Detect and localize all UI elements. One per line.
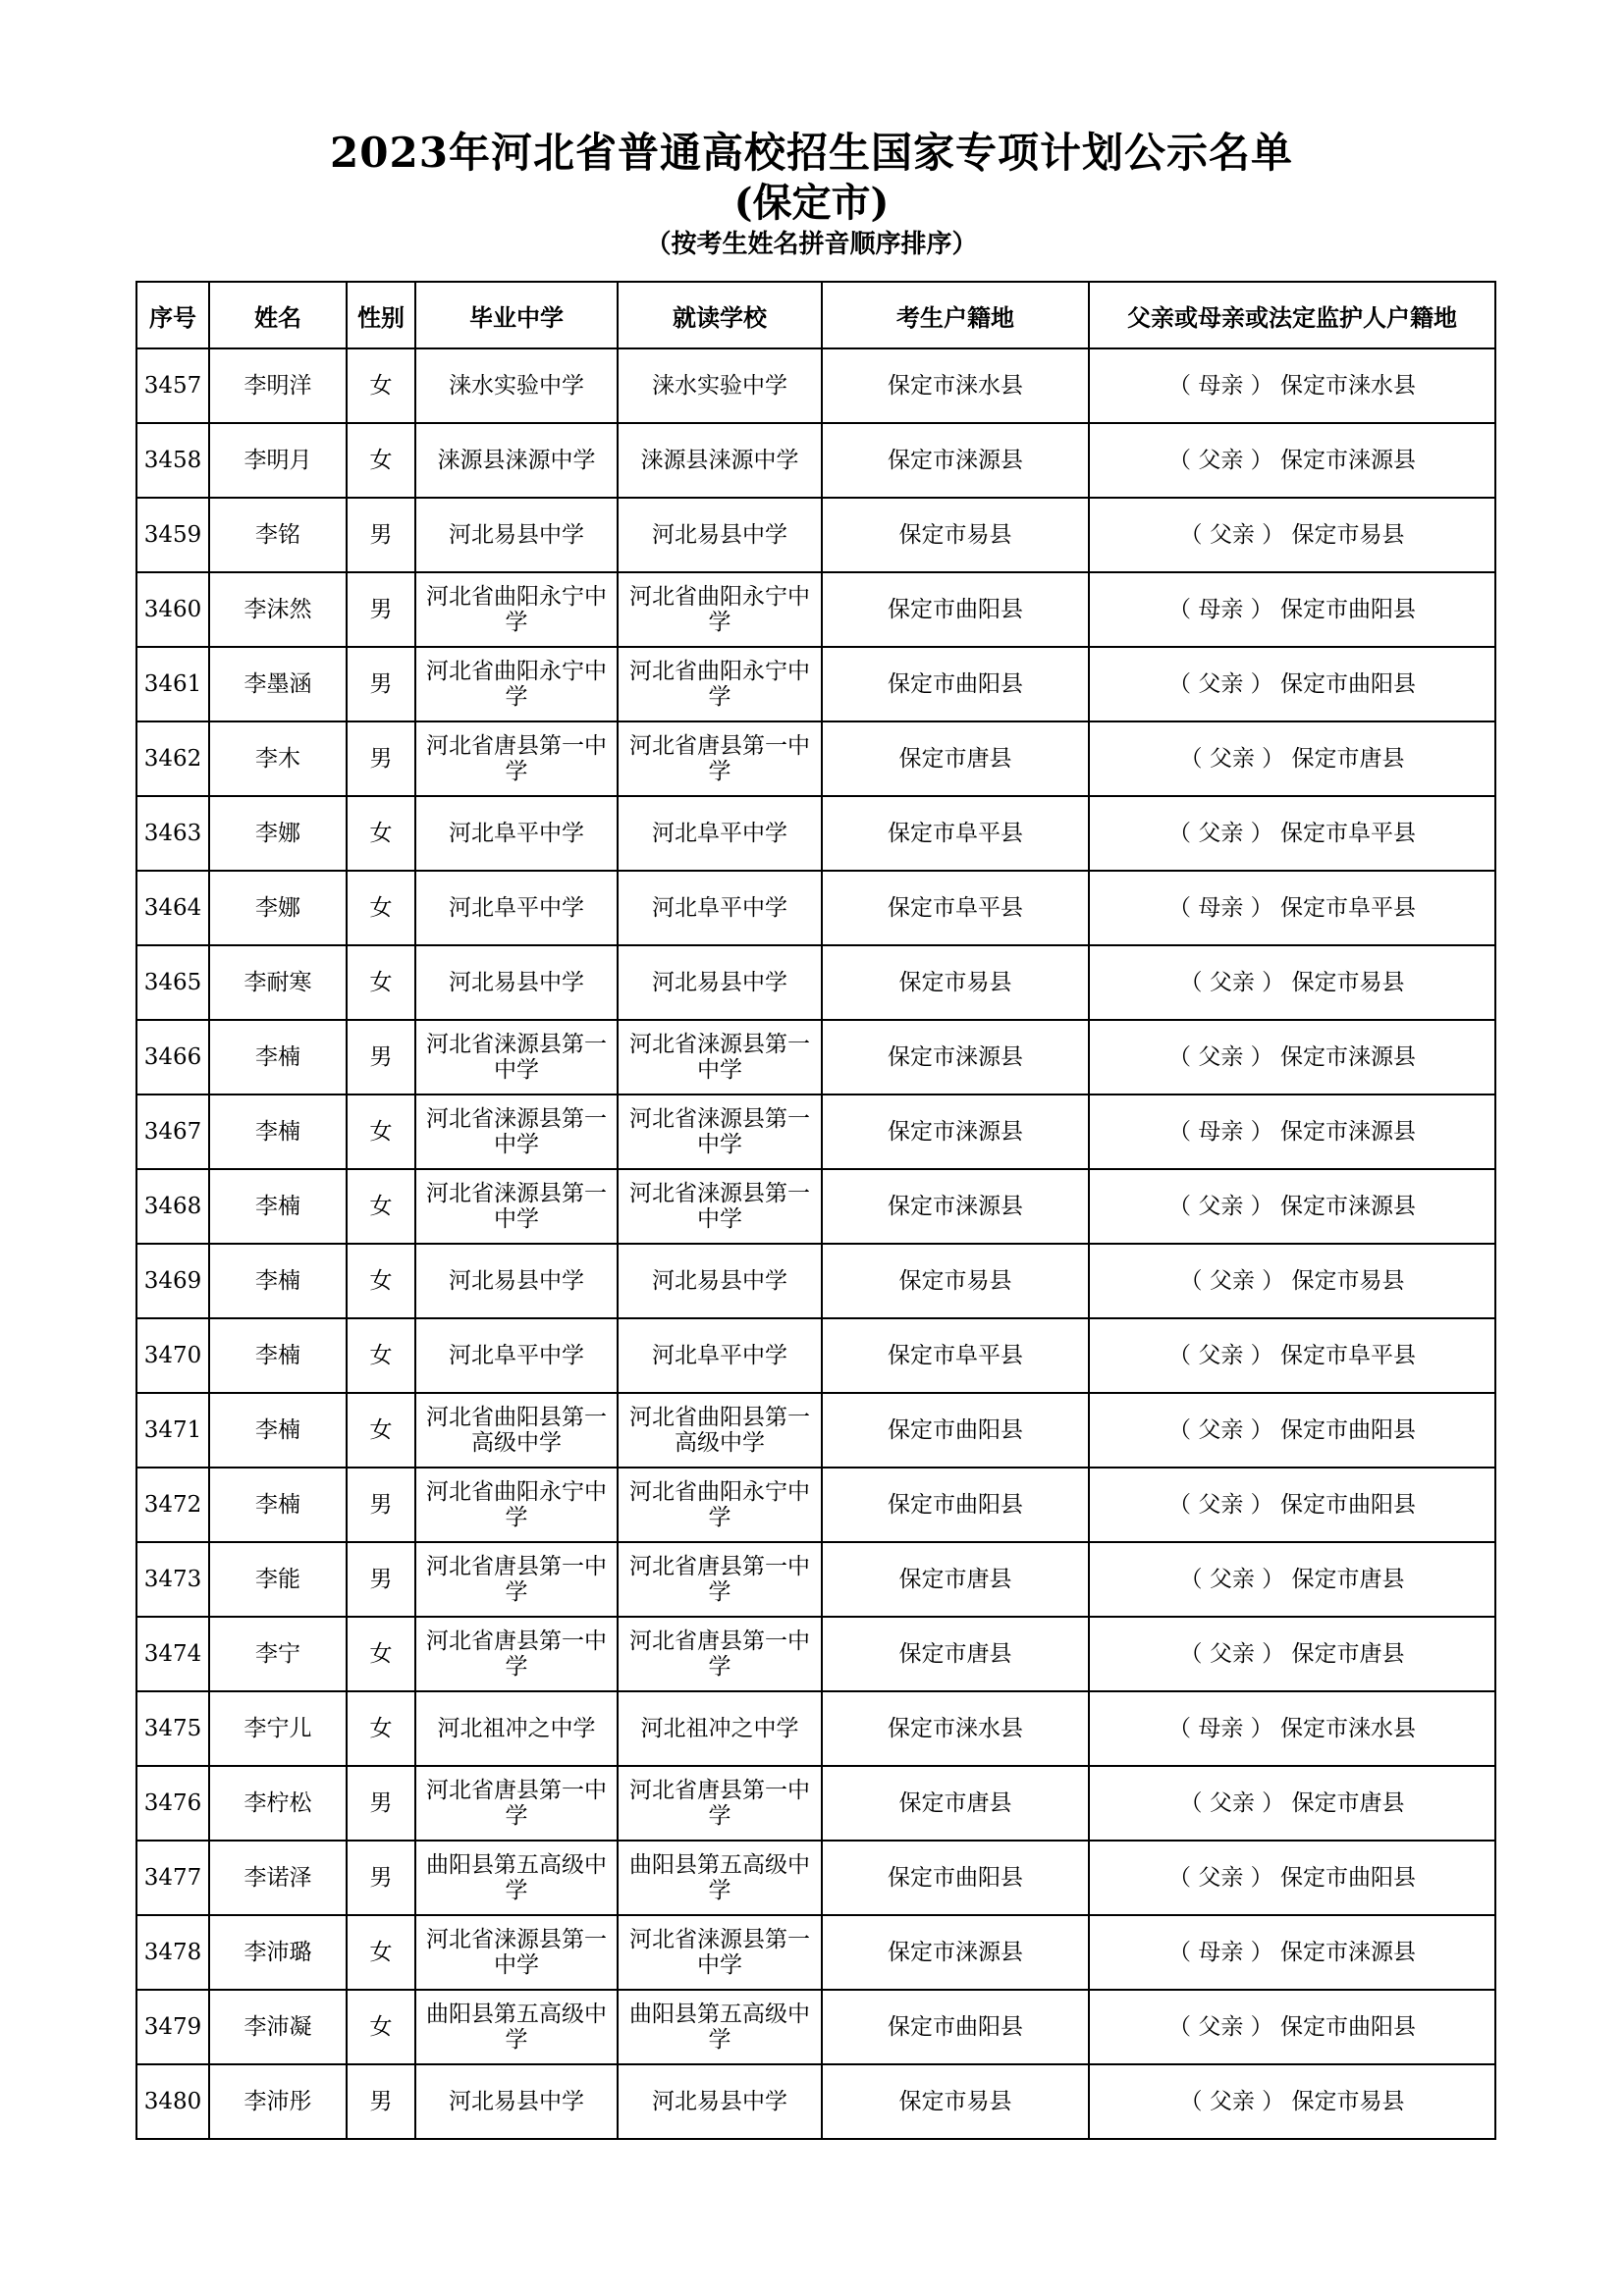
guardian-relation-paren: （ 父亲 ） xyxy=(1179,1790,1285,1816)
cell-no: 3476 xyxy=(136,1766,209,1841)
cell-no: 3479 xyxy=(136,1990,209,2064)
guardian-relation: 父亲 xyxy=(1198,1492,1244,1518)
guardian-relation: 父亲 xyxy=(1209,970,1255,995)
cell-no: 3458 xyxy=(136,423,209,498)
guardian-relation-paren: （ 母亲 ） xyxy=(1168,1940,1273,1965)
cell-name: 李耐寒 xyxy=(209,945,347,1020)
guardian-residence: 保定市易县 xyxy=(1291,970,1405,995)
cell-grad-school: 河北省曲阳永宁中学 xyxy=(415,572,618,647)
cell-grad-school: 河北省曲阳县第一高级中学 xyxy=(415,1393,618,1468)
cell-gender: 女 xyxy=(347,871,415,945)
cell-no: 3468 xyxy=(136,1169,209,1244)
table-row xyxy=(136,1617,1495,1691)
cell-current-school: 河北易县中学 xyxy=(618,498,822,572)
cell-gender: 女 xyxy=(347,1318,415,1393)
table-row xyxy=(136,796,1495,871)
table-row xyxy=(136,1766,1495,1841)
cell-current-school: 河北省涞源县第一中学 xyxy=(618,1169,822,1244)
cell-gender: 女 xyxy=(347,348,415,423)
cell-residence: 保定市唐县 xyxy=(822,721,1089,796)
cell-residence: 保定市曲阳县 xyxy=(822,1468,1089,1542)
guardian-relation: 父亲 xyxy=(1198,1865,1244,1891)
cell-grad-school: 河北阜平中学 xyxy=(415,871,618,945)
cell-name: 李沫然 xyxy=(209,572,347,647)
cell-guardian-residence xyxy=(1089,423,1495,498)
guardian-relation-paren: （ 父亲 ） xyxy=(1168,1492,1273,1518)
cell-guardian-residence xyxy=(1089,647,1495,721)
guardian-residence: 保定市曲阳县 xyxy=(1279,1417,1416,1443)
cell-guardian-residence xyxy=(1089,1393,1495,1468)
guardian-relation: 父亲 xyxy=(1198,671,1244,697)
cell-gender: 女 xyxy=(347,1393,415,1468)
cell-gender: 女 xyxy=(347,1244,415,1318)
guardian-residence: 保定市唐县 xyxy=(1291,746,1405,772)
cell-name: 李能 xyxy=(209,1542,347,1617)
table-row xyxy=(136,348,1495,423)
cell-gender: 女 xyxy=(347,1915,415,1990)
guardian-relation: 父亲 xyxy=(1209,1790,1255,1816)
cell-current-school: 河北易县中学 xyxy=(618,1244,822,1318)
guardian-relation-paren: （ 父亲 ） xyxy=(1168,1044,1273,1070)
cell-name: 李沛璐 xyxy=(209,1915,347,1990)
cell-guardian-residence xyxy=(1089,1318,1495,1393)
cell-gender: 女 xyxy=(347,1169,415,1244)
cell-grad-school: 河北省唐县第一中学 xyxy=(415,1617,618,1691)
guardian-relation: 母亲 xyxy=(1198,373,1244,399)
cell-grad-school: 河北省涞源县第一中学 xyxy=(415,1020,618,1095)
cell-name: 李楠 xyxy=(209,1318,347,1393)
cell-grad-school: 河北易县中学 xyxy=(415,945,618,1020)
cell-gender: 男 xyxy=(347,1841,415,1915)
cell-residence: 保定市曲阳县 xyxy=(822,1841,1089,1915)
header-grad-school: 毕业中学 xyxy=(415,282,618,348)
guardian-residence: 保定市曲阳县 xyxy=(1279,671,1416,697)
guardian-relation-paren: （ 父亲 ） xyxy=(1168,1865,1273,1891)
cell-current-school: 河北省唐县第一中学 xyxy=(618,1617,822,1691)
cell-current-school: 河北省曲阳永宁中学 xyxy=(618,647,822,721)
guardian-relation-paren: （ 母亲 ） xyxy=(1168,1119,1273,1145)
table-row xyxy=(136,1318,1495,1393)
cell-guardian-residence xyxy=(1089,348,1495,423)
table-row xyxy=(136,1691,1495,1766)
cell-residence: 保定市曲阳县 xyxy=(822,647,1089,721)
table-row xyxy=(136,945,1495,1020)
guardian-relation: 父亲 xyxy=(1209,1268,1255,1294)
cell-name: 李娜 xyxy=(209,796,347,871)
header-gender: 性别 xyxy=(347,282,415,348)
cell-name: 李娜 xyxy=(209,871,347,945)
cell-guardian-residence xyxy=(1089,1915,1495,1990)
cell-no: 3474 xyxy=(136,1617,209,1691)
cell-guardian-residence xyxy=(1089,1691,1495,1766)
guardian-relation-paren: （ 父亲 ） xyxy=(1168,671,1273,697)
guardian-relation-paren: （ 父亲 ） xyxy=(1168,1194,1273,1219)
cell-current-school: 涞源县涞源中学 xyxy=(618,423,822,498)
guardian-residence: 保定市曲阳县 xyxy=(1279,1865,1416,1891)
cell-name: 李楠 xyxy=(209,1468,347,1542)
cell-residence: 保定市唐县 xyxy=(822,1542,1089,1617)
cell-residence: 保定市涞源县 xyxy=(822,1169,1089,1244)
cell-current-school: 河北阜平中学 xyxy=(618,871,822,945)
cell-guardian-residence xyxy=(1089,945,1495,1020)
guardian-relation: 父亲 xyxy=(1209,746,1255,772)
cell-grad-school: 河北易县中学 xyxy=(415,498,618,572)
cell-gender: 男 xyxy=(347,1468,415,1542)
guardian-relation: 母亲 xyxy=(1198,1940,1244,1965)
cell-name: 李墨涵 xyxy=(209,647,347,721)
guardian-residence: 保定市涞水县 xyxy=(1279,1716,1416,1741)
cell-name: 李楠 xyxy=(209,1169,347,1244)
cell-name: 李楠 xyxy=(209,1095,347,1169)
guardian-relation-paren: （ 母亲 ） xyxy=(1168,895,1273,921)
cell-no: 3471 xyxy=(136,1393,209,1468)
cell-grad-school: 河北省唐县第一中学 xyxy=(415,1542,618,1617)
table-header-row xyxy=(136,282,1495,348)
guardian-relation-paren: （ 父亲 ） xyxy=(1179,1268,1285,1294)
cell-gender: 女 xyxy=(347,1691,415,1766)
guardian-relation-paren: （ 父亲 ） xyxy=(1168,1417,1273,1443)
cell-current-school: 河北祖冲之中学 xyxy=(618,1691,822,1766)
guardian-residence: 保定市唐县 xyxy=(1291,1790,1405,1816)
cell-name: 李宁 xyxy=(209,1617,347,1691)
guardian-residence: 保定市唐县 xyxy=(1291,1641,1405,1667)
cell-gender: 男 xyxy=(347,721,415,796)
header-no: 序号 xyxy=(136,282,209,348)
cell-residence: 保定市易县 xyxy=(822,2064,1089,2139)
table-row xyxy=(136,721,1495,796)
cell-name: 李柠松 xyxy=(209,1766,347,1841)
cell-current-school: 河北省唐县第一中学 xyxy=(618,1542,822,1617)
cell-guardian-residence xyxy=(1089,1542,1495,1617)
cell-guardian-residence xyxy=(1089,796,1495,871)
guardian-residence: 保定市涞源县 xyxy=(1279,1940,1416,1965)
guardian-relation-paren: （ 父亲 ） xyxy=(1179,522,1285,548)
guardian-relation: 父亲 xyxy=(1209,1567,1255,1592)
cell-residence: 保定市涞水县 xyxy=(822,1691,1089,1766)
guardian-relation-paren: （ 父亲 ） xyxy=(1179,1567,1285,1592)
table-row xyxy=(136,1841,1495,1915)
cell-guardian-residence xyxy=(1089,1617,1495,1691)
cell-guardian-residence xyxy=(1089,1766,1495,1841)
guardian-relation: 父亲 xyxy=(1198,1194,1244,1219)
cell-no: 3478 xyxy=(136,1915,209,1990)
cell-grad-school: 河北省涞源县第一中学 xyxy=(415,1915,618,1990)
cell-guardian-residence xyxy=(1089,2064,1495,2139)
cell-current-school: 河北省唐县第一中学 xyxy=(618,1766,822,1841)
guardian-relation-paren: （ 父亲 ） xyxy=(1179,2089,1285,2114)
guardian-residence: 保定市阜平县 xyxy=(1279,895,1416,921)
guardian-relation: 父亲 xyxy=(1198,821,1244,846)
cell-residence: 保定市涞水县 xyxy=(822,348,1089,423)
cell-no: 3464 xyxy=(136,871,209,945)
guardian-relation: 母亲 xyxy=(1198,895,1244,921)
cell-gender: 男 xyxy=(347,1542,415,1617)
cell-gender: 男 xyxy=(347,2064,415,2139)
cell-name: 李明洋 xyxy=(209,348,347,423)
guardian-relation-paren: （ 父亲 ） xyxy=(1179,746,1285,772)
guardian-residence: 保定市涞源县 xyxy=(1279,1119,1416,1145)
cell-guardian-residence xyxy=(1089,1020,1495,1095)
table-row xyxy=(136,1244,1495,1318)
cell-no: 3469 xyxy=(136,1244,209,1318)
guardian-relation: 父亲 xyxy=(1198,448,1244,473)
guardian-relation: 父亲 xyxy=(1209,522,1255,548)
table-row xyxy=(136,572,1495,647)
sort-note: （按考生姓名拼音顺序排序） xyxy=(645,230,978,259)
cell-no: 3480 xyxy=(136,2064,209,2139)
cell-residence: 保定市阜平县 xyxy=(822,1318,1089,1393)
guardian-residence: 保定市曲阳县 xyxy=(1279,2014,1416,2040)
cell-grad-school: 河北阜平中学 xyxy=(415,1318,618,1393)
cell-current-school: 河北省唐县第一中学 xyxy=(618,721,822,796)
cell-name: 李楠 xyxy=(209,1393,347,1468)
guardian-relation-paren: （ 父亲 ） xyxy=(1168,821,1273,846)
cell-current-school: 涞水实验中学 xyxy=(618,348,822,423)
cell-no: 3461 xyxy=(136,647,209,721)
guardian-residence: 保定市曲阳县 xyxy=(1279,597,1416,622)
table-row xyxy=(136,1095,1495,1169)
cell-no: 3460 xyxy=(136,572,209,647)
cell-residence: 保定市易县 xyxy=(822,498,1089,572)
cell-gender: 女 xyxy=(347,1990,415,2064)
cell-name: 李木 xyxy=(209,721,347,796)
cell-name: 李诺泽 xyxy=(209,1841,347,1915)
cell-residence: 保定市易县 xyxy=(822,1244,1089,1318)
table-body xyxy=(136,348,1495,2139)
cell-guardian-residence xyxy=(1089,1990,1495,2064)
cell-grad-school: 涞水实验中学 xyxy=(415,348,618,423)
roster-table xyxy=(135,281,1496,2140)
table-row xyxy=(136,1468,1495,1542)
cell-residence: 保定市阜平县 xyxy=(822,796,1089,871)
table-row xyxy=(136,1020,1495,1095)
cell-residence: 保定市涞源县 xyxy=(822,423,1089,498)
guardian-residence: 保定市唐县 xyxy=(1291,1567,1405,1592)
guardian-relation-paren: （ 父亲 ） xyxy=(1179,970,1285,995)
cell-guardian-residence xyxy=(1089,871,1495,945)
cell-grad-school: 曲阳县第五高级中学 xyxy=(415,1841,618,1915)
cell-no: 3459 xyxy=(136,498,209,572)
guardian-relation-paren: （ 父亲 ） xyxy=(1168,1343,1273,1368)
cell-residence: 保定市唐县 xyxy=(822,1766,1089,1841)
cell-grad-school: 河北省唐县第一中学 xyxy=(415,1766,618,1841)
cell-residence: 保定市曲阳县 xyxy=(822,1990,1089,2064)
cell-current-school: 河北省涞源县第一中学 xyxy=(618,1915,822,1990)
guardian-relation-paren: （ 父亲 ） xyxy=(1179,1641,1285,1667)
cell-no: 3472 xyxy=(136,1468,209,1542)
cell-gender: 男 xyxy=(347,1020,415,1095)
cell-name: 李楠 xyxy=(209,1244,347,1318)
guardian-residence: 保定市易县 xyxy=(1291,1268,1405,1294)
guardian-relation: 父亲 xyxy=(1198,1044,1244,1070)
cell-grad-school: 曲阳县第五高级中学 xyxy=(415,1990,618,2064)
guardian-residence: 保定市涞源县 xyxy=(1279,1194,1416,1219)
cell-guardian-residence xyxy=(1089,1244,1495,1318)
cell-residence: 保定市涞源县 xyxy=(822,1020,1089,1095)
cell-no: 3470 xyxy=(136,1318,209,1393)
table-row xyxy=(136,498,1495,572)
cell-residence: 保定市唐县 xyxy=(822,1617,1089,1691)
guardian-relation-paren: （ 父亲 ） xyxy=(1168,448,1273,473)
guardian-relation: 母亲 xyxy=(1198,597,1244,622)
cell-residence: 保定市阜平县 xyxy=(822,871,1089,945)
page-subtitle: (保定市) xyxy=(733,180,890,226)
guardian-relation: 父亲 xyxy=(1209,1641,1255,1667)
cell-no: 3475 xyxy=(136,1691,209,1766)
guardian-relation-paren: （ 母亲 ） xyxy=(1168,597,1273,622)
header-guardian-residence: 父亲或母亲或法定监护人户籍地 xyxy=(1089,282,1495,348)
cell-guardian-residence xyxy=(1089,498,1495,572)
cell-gender: 男 xyxy=(347,572,415,647)
cell-grad-school: 河北省涞源县第一中学 xyxy=(415,1169,618,1244)
cell-gender: 女 xyxy=(347,1095,415,1169)
cell-current-school: 河北省曲阳永宁中学 xyxy=(618,1468,822,1542)
cell-no: 3457 xyxy=(136,348,209,423)
table-row xyxy=(136,1393,1495,1468)
cell-grad-school: 河北易县中学 xyxy=(415,1244,618,1318)
guardian-residence: 保定市易县 xyxy=(1291,522,1405,548)
cell-gender: 男 xyxy=(347,647,415,721)
cell-current-school: 河北易县中学 xyxy=(618,945,822,1020)
guardian-residence: 保定市阜平县 xyxy=(1279,1343,1416,1368)
cell-gender: 女 xyxy=(347,1617,415,1691)
cell-no: 3473 xyxy=(136,1542,209,1617)
table-row xyxy=(136,1542,1495,1617)
table-row xyxy=(136,647,1495,721)
cell-grad-school: 河北阜平中学 xyxy=(415,796,618,871)
header-residence: 考生户籍地 xyxy=(822,282,1089,348)
page-title: 2023年河北省普通高校招生国家专项计划公示名单 xyxy=(330,129,1293,177)
guardian-relation: 父亲 xyxy=(1198,1417,1244,1443)
guardian-relation: 母亲 xyxy=(1198,1716,1244,1741)
cell-name: 李铭 xyxy=(209,498,347,572)
cell-residence: 保定市曲阳县 xyxy=(822,1393,1089,1468)
table-row xyxy=(136,1169,1495,1244)
cell-guardian-residence xyxy=(1089,1468,1495,1542)
cell-name: 李楠 xyxy=(209,1020,347,1095)
cell-grad-school: 河北省曲阳永宁中学 xyxy=(415,647,618,721)
guardian-residence: 保定市易县 xyxy=(1291,2089,1405,2114)
cell-no: 3466 xyxy=(136,1020,209,1095)
cell-name: 李明月 xyxy=(209,423,347,498)
cell-no: 3463 xyxy=(136,796,209,871)
cell-gender: 女 xyxy=(347,423,415,498)
guardian-relation: 父亲 xyxy=(1198,1343,1244,1368)
guardian-relation: 父亲 xyxy=(1198,2014,1244,2040)
cell-guardian-residence xyxy=(1089,572,1495,647)
cell-current-school: 河北阜平中学 xyxy=(618,796,822,871)
cell-current-school: 曲阳县第五高级中学 xyxy=(618,1990,822,2064)
cell-grad-school: 河北省唐县第一中学 xyxy=(415,721,618,796)
table-row xyxy=(136,423,1495,498)
table-row xyxy=(136,1915,1495,1990)
guardian-relation-paren: （ 母亲 ） xyxy=(1168,1716,1273,1741)
cell-name: 李沛彤 xyxy=(209,2064,347,2139)
cell-current-school: 河北省涞源县第一中学 xyxy=(618,1020,822,1095)
cell-grad-school: 河北祖冲之中学 xyxy=(415,1691,618,1766)
cell-grad-school: 河北易县中学 xyxy=(415,2064,618,2139)
cell-current-school: 河北省涞源县第一中学 xyxy=(618,1095,822,1169)
cell-residence: 保定市易县 xyxy=(822,945,1089,1020)
cell-guardian-residence xyxy=(1089,1095,1495,1169)
cell-name: 李沛凝 xyxy=(209,1990,347,2064)
cell-current-school: 河北省曲阳县第一高级中学 xyxy=(618,1393,822,1468)
cell-guardian-residence xyxy=(1089,1841,1495,1915)
cell-no: 3462 xyxy=(136,721,209,796)
cell-gender: 女 xyxy=(347,796,415,871)
cell-grad-school: 河北省曲阳永宁中学 xyxy=(415,1468,618,1542)
cell-current-school: 曲阳县第五高级中学 xyxy=(618,1841,822,1915)
cell-no: 3477 xyxy=(136,1841,209,1915)
cell-name: 李宁儿 xyxy=(209,1691,347,1766)
cell-current-school: 河北省曲阳永宁中学 xyxy=(618,572,822,647)
cell-gender: 男 xyxy=(347,1766,415,1841)
guardian-relation: 父亲 xyxy=(1209,2089,1255,2114)
guardian-relation-paren: （ 母亲 ） xyxy=(1168,373,1273,399)
cell-no: 3465 xyxy=(136,945,209,1020)
guardian-relation: 母亲 xyxy=(1198,1119,1244,1145)
guardian-residence: 保定市涞水县 xyxy=(1279,373,1416,399)
guardian-residence: 保定市涞源县 xyxy=(1279,448,1416,473)
guardian-relation-paren: （ 父亲 ） xyxy=(1168,2014,1273,2040)
header-name: 姓名 xyxy=(209,282,347,348)
cell-guardian-residence xyxy=(1089,721,1495,796)
cell-gender: 男 xyxy=(347,498,415,572)
cell-current-school: 河北易县中学 xyxy=(618,2064,822,2139)
cell-residence: 保定市曲阳县 xyxy=(822,572,1089,647)
cell-residence: 保定市涞源县 xyxy=(822,1915,1089,1990)
cell-residence: 保定市涞源县 xyxy=(822,1095,1089,1169)
cell-grad-school: 涞源县涞源中学 xyxy=(415,423,618,498)
guardian-residence: 保定市涞源县 xyxy=(1279,1044,1416,1070)
cell-grad-school: 河北省涞源县第一中学 xyxy=(415,1095,618,1169)
cell-guardian-residence xyxy=(1089,1169,1495,1244)
cell-no: 3467 xyxy=(136,1095,209,1169)
guardian-residence: 保定市曲阳县 xyxy=(1279,1492,1416,1518)
cell-current-school: 河北阜平中学 xyxy=(618,1318,822,1393)
cell-gender: 女 xyxy=(347,945,415,1020)
table-row xyxy=(136,2064,1495,2139)
header-current-school: 就读学校 xyxy=(618,282,822,348)
table-row xyxy=(136,1990,1495,2064)
table-row xyxy=(136,871,1495,945)
guardian-residence: 保定市阜平县 xyxy=(1279,821,1416,846)
